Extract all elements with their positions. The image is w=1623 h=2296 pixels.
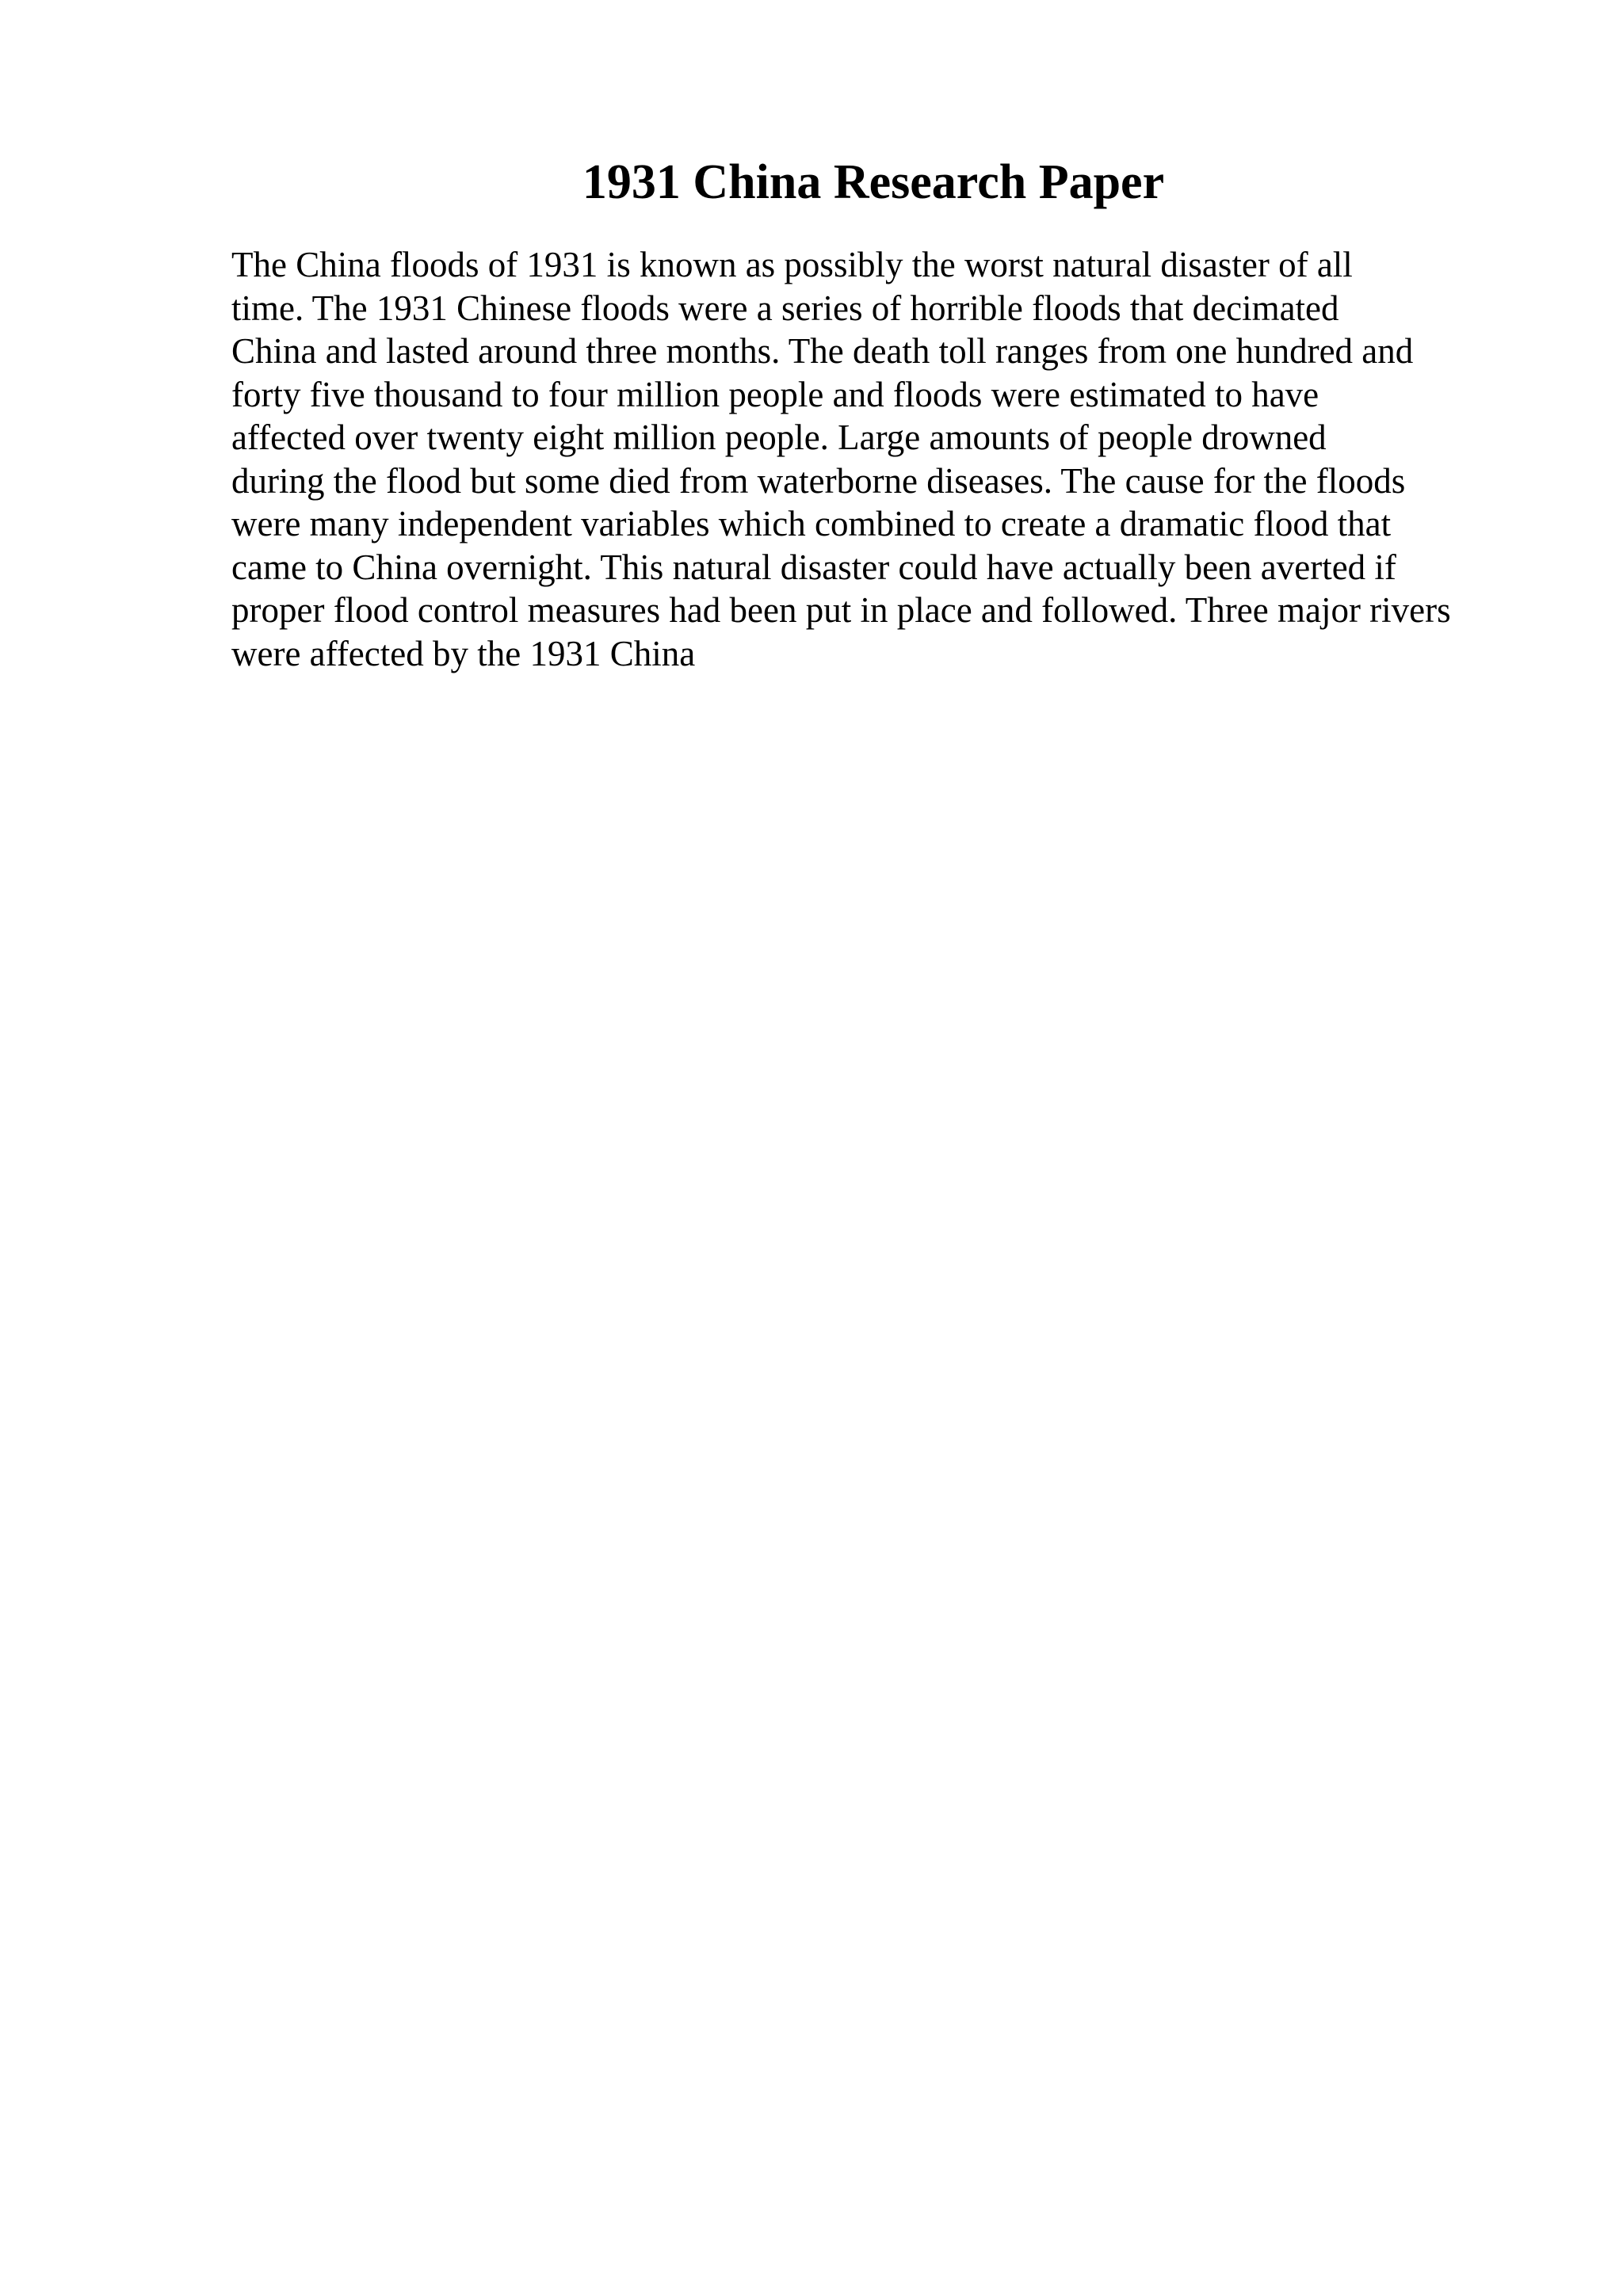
paragraph-line: during the flood but some died from waterborne diseases. The cause for the floods <box>231 460 1406 501</box>
paragraph-line: were affected by the 1931 China <box>231 633 696 673</box>
paragraph-line: forty five thousand to four million people and floods were estimated to have <box>231 374 1319 414</box>
paragraph-line: came to China overnight. This natural disaster could have actually been averted if <box>231 547 1396 587</box>
paragraph-line: time. The 1931 Chinese floods were a series of horrible floods that decimated <box>231 288 1339 328</box>
paragraph-line: affected over twenty eight million people. Large amounts of people drowned <box>231 418 1327 457</box>
paragraph-line: China and lasted around three months. The death toll ranges from one hundred and <box>231 331 1414 371</box>
paragraph-line: were many independent variables which combined to create a dramatic flood that <box>231 504 1392 543</box>
paragraph-line: The China floods of 1931 is known as possibly the worst natural disaster of all <box>231 245 1353 284</box>
body-paragraph <box>231 243 1594 675</box>
paragraph-line: proper flood control measures had been put in place and followed. Three major rivers <box>231 590 1451 630</box>
document-title: 1931 China Research Paper <box>582 155 1165 209</box>
